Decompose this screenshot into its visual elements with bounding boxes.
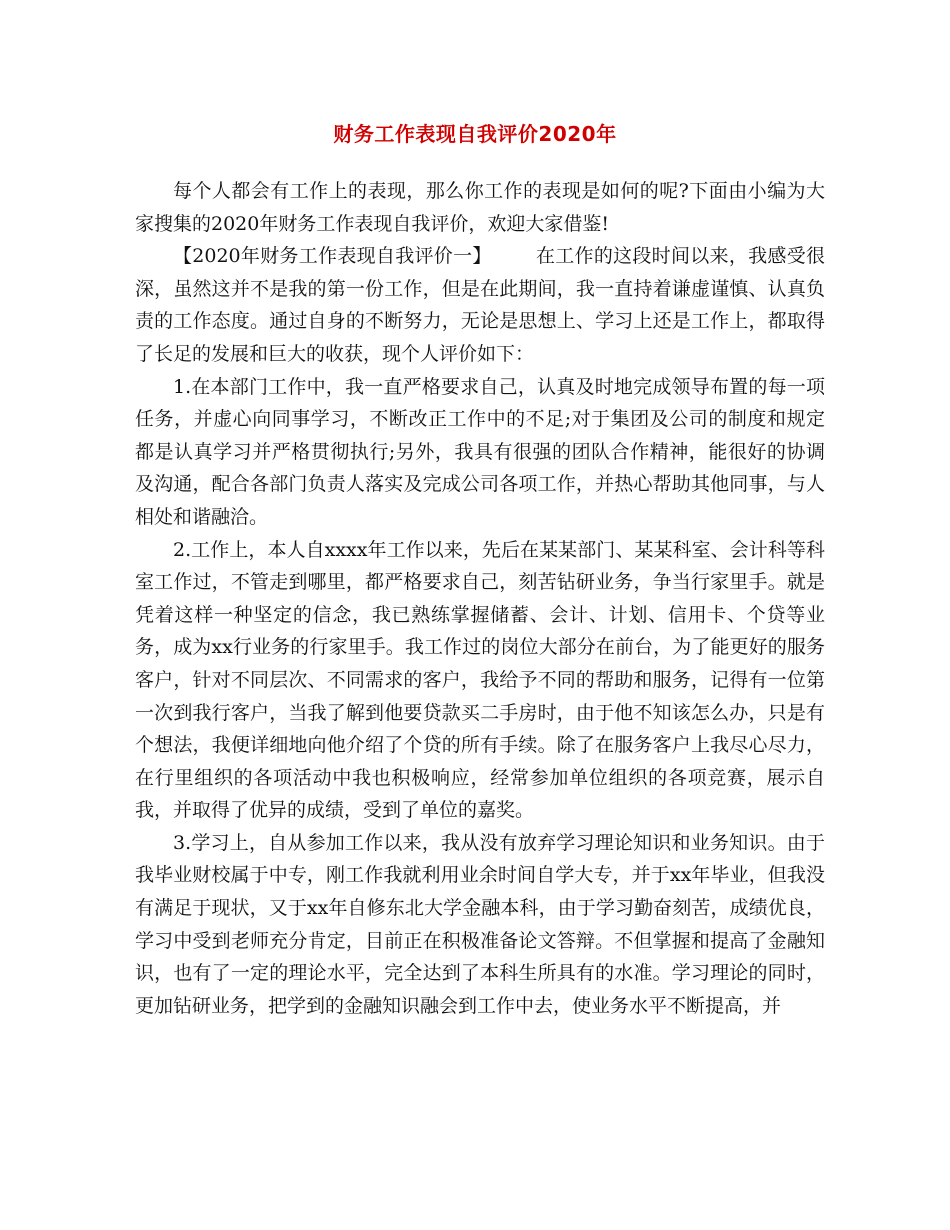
document-title: 财务工作表现自我评价2020年 xyxy=(333,122,617,146)
section-paragraph xyxy=(135,240,825,370)
item-paragraph-3: 3.学习上，自从参加工作以来，我从没有放弃学习理论知识和业务知识。由于我毕业财校属于中专，刚工作我就利用业余时间自学大专，并于xx年毕业，但我没有满足于现状，又于xx年自修东北大学金融本科，由于学习勤奋刻苦，成绩优良，学习中受到老师充分肯定，目前正在积极准备论文答辩。不但掌握和提高了金融知识，也有了一定的理论水平，完全达到了本科生所具有的水准。学习理论的同时，更加钻研业务，把学到的金融知识融会到工作中去，使业务水平不断提高，并 xyxy=(135,831,825,1017)
item-paragraph-1: 1.在本部门工作中，我一直严格要求自己，认真及时地完成领导布置的每一项任务，并虚心向同事学习，不断改正工作中的不足;对于集团及公司的制度和规定都是认真学习并严格贯彻执行;另外，我具有很强的团队合作精神，能很好的协调及沟通，配合各部门负责人落实及完成公司各项工作，并热心帮助其他同事，与人相处和谐融洽。 xyxy=(135,375,825,528)
section-intro-text: 在工作的这段时间以来，我感受很深，虽然这并不是我的第一份工作，但是在此期间，我一直持着谦虚谨慎、认真负责的工作态度。通过自身的不断努力，无论是思想上、学习上还是工作上，都取得了长足的发展和巨大的收获，现个人评价如下： xyxy=(135,245,825,365)
item-paragraph-2: 2.工作上，本人自xxxx年工作以来，先后在某某部门、某某科室、会计科等科室工作过，不管走到哪里，都严格要求自己，刻苦钻研业务，争当行家里手。就是凭着这样一种坚定的信念，我已熟练掌握储蓄、会计、计划、信用卡、个贷等业务，成为xx行业务的行家里手。我工作过的岗位大部分在前台，为了能更好的服务客户，针对不同层次、不同需求的客户，我给予不同的帮助和服务，记得有一位第一次到我行客户，当我了解到他要贷款买二手房时，由于他不知该怎么办，只是有个想法，我便详细地向他介绍了个贷的所有手续。除了在服务客户上我尽心尽力，在行里组织的各项活动中我也积极响应，经常参加单位组织的各项竞赛，展示自我，并取得了优异的成绩，受到了单位的嘉奖。 xyxy=(135,538,825,822)
document-body xyxy=(135,175,825,1022)
section-heading: 【2020年财务工作表现自我评价一】 xyxy=(173,245,492,268)
intro-paragraph: 每个人都会有工作上的表现，那么你工作的表现是如何的呢?下面由小编为大家搜集的2020年财务工作表现自我评价，欢迎大家借鉴! xyxy=(135,180,825,235)
